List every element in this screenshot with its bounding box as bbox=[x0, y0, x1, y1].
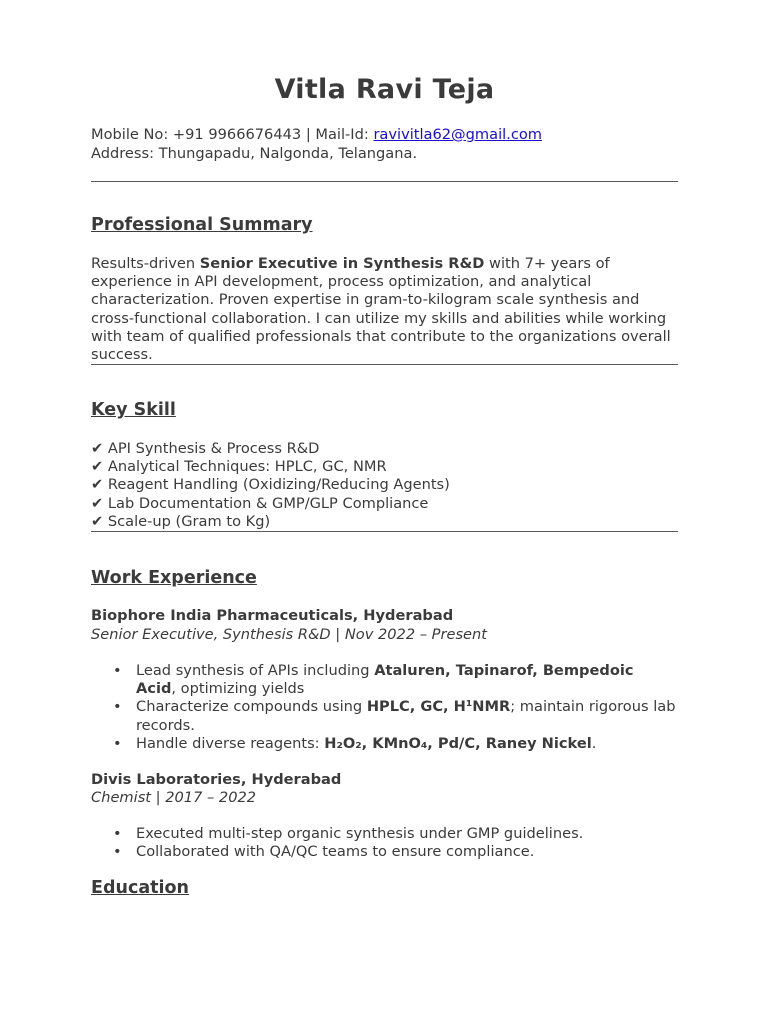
mobile-text: Mobile No: +91 9966676443 | Mail-Id: bbox=[91, 126, 374, 143]
list-item bbox=[113, 843, 678, 861]
bullet-bold: H₂O₂, KMnO₄, Pd/C, Raney Nickel bbox=[324, 734, 592, 752]
skill-item: ✔ Lab Documentation & GMP/GLP Compliance bbox=[91, 494, 429, 512]
summary-role: Senior Executive in Synthesis R&D bbox=[199, 255, 485, 272]
bullet-text: Lead synthesis of APIs including bbox=[136, 662, 375, 679]
bullet-text-end: ; maintain rigorous lab records. bbox=[136, 698, 676, 734]
bullet-icon: • bbox=[113, 698, 122, 716]
contact-line bbox=[91, 126, 678, 145]
skills-list bbox=[91, 440, 678, 531]
job-company: Biophore India Pharmaceuticals, Hyderabad bbox=[91, 607, 454, 624]
bullet-bold: HPLC, GC, H¹NMR bbox=[366, 698, 511, 716]
bullet-icon: • bbox=[113, 734, 122, 752]
bullet-text: Handle diverse reagents: bbox=[136, 734, 325, 752]
list-item bbox=[113, 698, 678, 734]
header-divider bbox=[91, 181, 678, 182]
job-bullets bbox=[91, 825, 678, 861]
bullet-bold: Ataluren, Tapinarof, Bempedoic Acid bbox=[136, 662, 634, 698]
bullet-icon: • bbox=[113, 843, 122, 861]
summary-paragraph bbox=[91, 255, 678, 364]
section-title-experience: Work Experience bbox=[91, 568, 257, 588]
summary-rest: with 7+ years of experience in API development, process optimization, and analytical characterization. Proven expertise in gram-to-kilogram scale synthesis and cross-functional collaboration. I can utilize my skills and abilities while working with team of qualified professionals that contribute to the organizations overall success. bbox=[91, 255, 671, 364]
skill-item: ✔ Scale-up (Gram to Kg) bbox=[91, 512, 271, 530]
bullet-icon: • bbox=[113, 662, 122, 679]
summary-intro: Results-driven bbox=[91, 255, 200, 272]
bullet-text: Executed multi-step organic synthesis under GMP guidelines. bbox=[136, 825, 584, 842]
job-role: Senior Executive, Synthesis R&D | Nov 2022 – Present bbox=[91, 626, 488, 643]
bullet-text-end: , optimizing yields bbox=[171, 680, 305, 698]
job-bullets bbox=[91, 662, 678, 753]
list-item bbox=[113, 825, 678, 843]
skill-item: ✔ Reagent Handling (Oxidizing/Reducing Agents) bbox=[91, 476, 450, 494]
bullet-text-end: . bbox=[591, 734, 597, 752]
bullet-icon: • bbox=[113, 825, 122, 842]
address-text: Address: Thungapadu, Nalgonda, Telangana. bbox=[91, 144, 418, 162]
contact-block bbox=[91, 126, 678, 163]
candidate-name: Vitla Ravi Teja bbox=[274, 74, 495, 105]
section-title-summary: Professional Summary bbox=[91, 215, 313, 235]
job-role: Chemist | 2017 – 2022 bbox=[91, 789, 257, 806]
bullet-text: Characterize compounds using bbox=[136, 698, 367, 716]
section-title-skills: Key Skill bbox=[91, 400, 176, 420]
list-item bbox=[113, 662, 678, 698]
list-item bbox=[113, 734, 678, 753]
skill-item: ✔ Analytical Techniques: HPLC, GC, NMR bbox=[91, 458, 387, 476]
summary-divider bbox=[91, 364, 678, 365]
bullet-text: Collaborated with QA/QC teams to ensure compliance. bbox=[136, 843, 535, 861]
job-company: Divis Laboratories, Hyderabad bbox=[91, 771, 342, 788]
email-link[interactable]: ravivitla62@gmail.com bbox=[373, 126, 542, 143]
section-title-education: Education bbox=[91, 878, 189, 898]
skill-item: ✔ API Synthesis & Process R&D bbox=[91, 440, 320, 457]
skills-divider bbox=[91, 531, 678, 532]
